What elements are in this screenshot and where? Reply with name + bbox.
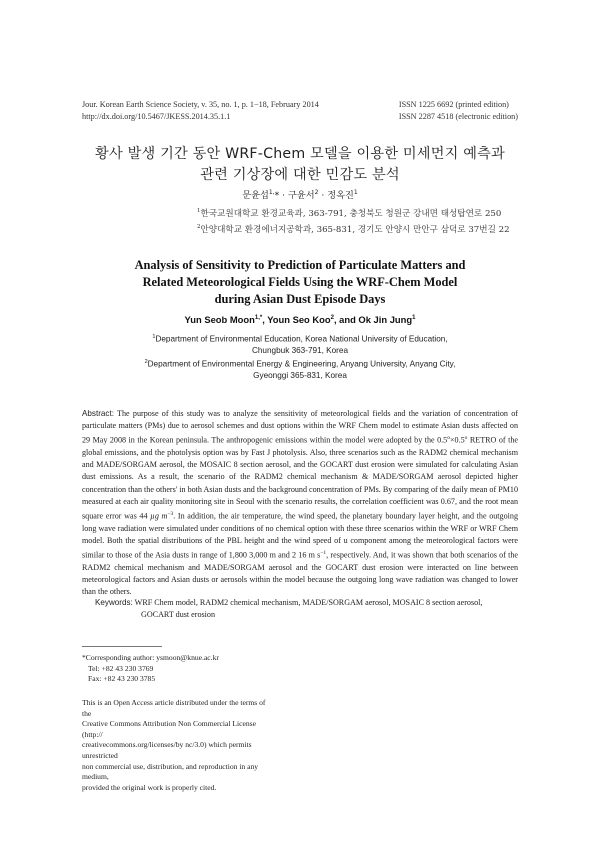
license-line3: creativecommons.org/licenses/by nc/3.0) which permits unrestricted xyxy=(82,740,252,760)
abstract-text-5: , respectively. And, it was shown that both scenarios of the RADM2 chemical mechanism and MADE/SORGAM aerosol and the GOCART dust erosion were interacted on line between meteorological factors and Asian dusts or aerosols within the model because the outgoing long wave radiation was changed to lower than the others. xyxy=(82,550,518,597)
abstract-sup-4: −1 xyxy=(320,550,327,557)
korean-author2: 구윤서 xyxy=(288,190,315,201)
korean-affil1-sup: 1 xyxy=(197,208,201,214)
abstract-label: Abstract: xyxy=(82,409,114,418)
korean-affil1-text: 한국교원대학교 환경교육과, 363-791, 충청북도 청원군 강내면 태성탑연로 250 xyxy=(200,208,502,219)
keywords-label: Keywords: xyxy=(95,598,133,607)
english-author3: , and Ok Jin Jung xyxy=(333,314,413,325)
abstract-unit: µg m xyxy=(150,511,168,521)
abstract-sup-2: o xyxy=(464,435,468,442)
korean-title xyxy=(60,144,540,186)
korean-author-sep1: · xyxy=(279,190,289,201)
abstract-text-1: The purpose of this study was to analyze the sensitivity of meteorological fields and the variation of concentration of particulate matters (PMs) due to aerosol schemes and dust options within the WRF Chem model to estimate Asian dusts affected on 29 May 2008 in the Korean peninsula. The anthropogenic emissions within the model were adopted by the 0.5 xyxy=(82,409,518,445)
korean-author3-sup: 1 xyxy=(353,188,358,196)
english-affiliations xyxy=(80,332,520,381)
korean-author3: 정옥진 xyxy=(327,190,354,201)
english-title xyxy=(60,257,540,308)
abstract-text-2: ×0.5 xyxy=(449,436,465,445)
english-title-line2: Related Meteorological Fields Using the WRF-Chem Model xyxy=(142,275,458,289)
english-affil1-sup: 1 xyxy=(152,334,156,340)
english-affil1-text: Department of Environmental Education, Korea National University of Education, xyxy=(155,334,448,344)
corresponding-tel: Tel: +82 43 230 3769 xyxy=(88,663,154,673)
english-affil2-text: Department of Environmental Energy & Engineering, Anyang University, Anyang City, xyxy=(147,359,456,369)
korean-affil2-text: 안양대학교 환경에너지공학과, 365-831, 경기도 안양시 만안구 삼덕로 37번길 22 xyxy=(200,224,510,235)
keywords-line1: WRF Chem model, RADM2 chemical mechanism, MADE/SORGAM aerosol, MOSAIC 8 section aerosol, xyxy=(132,598,483,607)
corresponding-author: *Corresponding author: ysmoon@knue.ac.kr xyxy=(82,653,219,662)
korean-affil2 xyxy=(197,221,510,237)
english-author1-sup: 1,* xyxy=(254,314,263,321)
abstract-text-3: RETRO of the global emissions, and the photolysis option was by Fast J photolysis. Also, three scenarios such as the RADM2 chemical mechanism and MADE/SORGAM aerosol, the MOSAIC 8 section aerosol, and the GOCART dust erosion were simulated for calculating Asian dust emissions. As a result, the scenario of the RADM2 chemical mechanism & MADE/SORGAM aerosol depicted higher concentration than the others' in both Asian dusts and the background concentration of PMs. By comparing of the daily mean of PM10 measured at each air quality monitoring site in Seoul with the scenario results, the correlation coefficient was 0.67, and the root mean square error was 44 xyxy=(82,436,518,521)
corresponding-fax: Fax: +82 43 230 3785 xyxy=(88,674,156,684)
english-affil1-line2: Chungbuk 363-791, Korea xyxy=(251,346,349,356)
english-authors xyxy=(60,314,540,325)
abstract-sup-3: −3 xyxy=(167,510,174,517)
english-affil2-sup: 2 xyxy=(144,358,148,365)
issn-electronic: ISSN 2287 4518 (electronic edition) xyxy=(398,112,518,121)
korean-title-line2: 관련 기상장에 대한 민감도 분석 xyxy=(200,167,400,183)
issn-print: ISSN 1225 6692 (printed edition) xyxy=(398,100,509,109)
english-author3-sup: 1 xyxy=(412,314,416,321)
korean-author1-star: * xyxy=(274,190,280,201)
english-author1: Yun Seob Moon xyxy=(184,314,255,325)
keywords-line2: GOCART dust erosion xyxy=(141,610,216,620)
korean-affil2-sup: 2 xyxy=(197,223,201,230)
keywords xyxy=(95,597,518,621)
korean-author1-sup: 1, xyxy=(268,188,275,196)
english-title-line1: Analysis of Sensitivity to Prediction of Particulate Matters and xyxy=(134,258,466,272)
abstract xyxy=(82,408,518,598)
issn-block xyxy=(399,99,518,123)
korean-title-line1: 황사 발생 기간 동안 WRF-Chem 모델을 이용한 미세먼지 예측과 xyxy=(95,146,505,162)
korean-author2-sup: 2 xyxy=(314,188,319,196)
korean-authors xyxy=(60,187,540,201)
license-line1: This is an Open Access article distributed under the terms of the xyxy=(82,698,266,718)
english-affil2-line1 xyxy=(80,357,520,370)
license-line4: non commercial use, distribution, and reproduction in any medium, xyxy=(82,761,259,782)
korean-author1: 문윤섭 xyxy=(242,190,269,201)
journal-line: Jour. Korean Earth Science Society, v. 35, no. 1, p. 1−18, February 2014 xyxy=(82,100,319,109)
english-title-line3: during Asian Dust Episode Days xyxy=(214,292,386,306)
license-line5: provided the original work is properly cited. xyxy=(82,782,217,792)
english-author2: , Youn Seo Koo xyxy=(262,314,331,325)
footnote-divider xyxy=(82,646,162,647)
license-line2: Creative Commons Attribution Non Commercial License (http:// xyxy=(82,719,256,739)
korean-affiliations xyxy=(197,205,510,237)
abstract-text-4: . In addition, the air temperature, the wind speed, the planetary boundary layer height, and the outgoing long wave radiation were simulated under conditions of no chemical option with these three scenarios within the WRF or WRF Chem model. Both the spatial distributions of the PBL height and the wind speed of u component among the meteorological factors were similar to those of the Asia dusts in range of 1,800 3,000 m and 2 16 m s xyxy=(82,511,518,560)
korean-author-sep2: · xyxy=(318,190,328,201)
abstract-sup-1: o xyxy=(447,435,450,442)
english-affil2-line2: Gyeonggi 365-831, Korea xyxy=(253,370,347,380)
corresponding-footnote xyxy=(82,653,219,685)
english-author2-sup: 2 xyxy=(330,314,334,321)
korean-affil1 xyxy=(197,205,510,221)
doi-line: http://dx.doi.org/10.5467/JKESS.2014.35.1.1 xyxy=(82,112,231,121)
english-affil1-line1 xyxy=(80,332,520,345)
license-notice xyxy=(82,698,272,793)
journal-citation xyxy=(82,99,319,123)
